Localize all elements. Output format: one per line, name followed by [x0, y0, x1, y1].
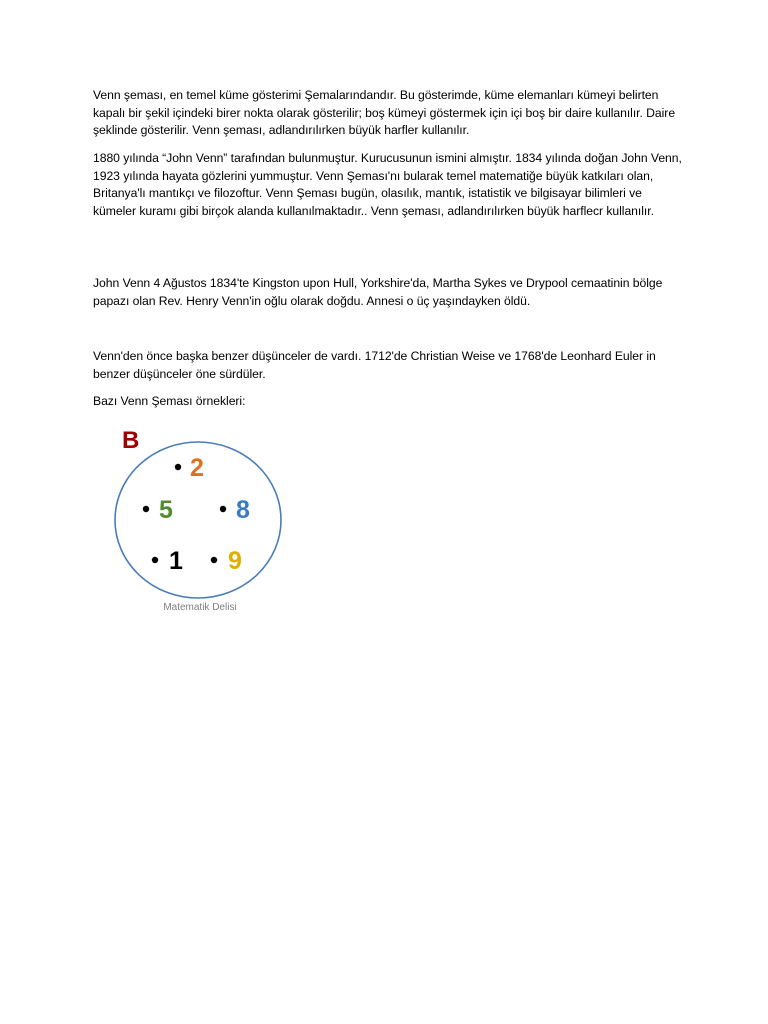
element-9: 9 — [228, 547, 242, 575]
set-label: B — [122, 427, 140, 454]
element-dot — [211, 557, 217, 563]
paragraph-john-venn-birth: John Venn 4 Ağustos 1834'te Kingston upon Hull, Yorkshire'da, Martha Sykes ve Drypool cemaatinin bölge papazı olan Rev. Henry Venn'in oğlu olarak doğdu. Annesi o üç yaşındayken öldü. — [93, 276, 663, 308]
paragraph-venn-history: 1880 yılında “John Venn” tarafından bulunmuştur. Kurucusunun ismini almıştır. 1834 yılında doğan John Venn, 1923 yılında hayata gözlerini yummuştur. Venn Şeması'nı bularak temel matematiğe büyük katkıları olan, Britanya'lı mantıkçı ve filozoftur. Venn Şeması bugün, olasılık, mantık, istatistik ve bilgisayar bilimleri ve kümeler kuramı gibi birçok alanda kullanılmaktadır.. Venn şeması, adlandırılırken büyük harflecr kullanılır. — [93, 151, 682, 218]
element-dot — [220, 506, 226, 512]
paragraph-examples-heading: Bazı Venn Şeması örnekleri: — [93, 394, 246, 408]
watermark-caption: Matematik Delisi — [163, 602, 237, 613]
element-dot — [175, 464, 181, 470]
element-1: 1 — [169, 547, 183, 575]
element-8: 8 — [236, 496, 250, 524]
element-dot — [143, 506, 149, 512]
paragraph-venn-definition: Venn şeması, en temel küme gösterimi Şemalarındandır. Bu gösterimde, küme elemanları kümeyi belirten kapalı bir şekil içindeki birer nokta olarak gösterilir; boş kümeyi göstermek için içi boş bir daire kullanılır. Daire şeklinde gösterilir. Venn şeması, adlandırılırken büyük harfler kullanılır. — [93, 88, 676, 137]
element-5: 5 — [159, 496, 173, 524]
venn-diagram-svg — [110, 420, 290, 620]
element-2: 2 — [190, 454, 204, 482]
element-dot — [152, 557, 158, 563]
paragraph-earlier-ideas: Venn'den önce başka benzer düşünceler de vardı. 1712'de Christian Weise ve 1768'de Leonhard Euler in benzer düşünceler öne sürdüler. — [93, 349, 656, 381]
venn-diagram-figure — [110, 420, 290, 620]
